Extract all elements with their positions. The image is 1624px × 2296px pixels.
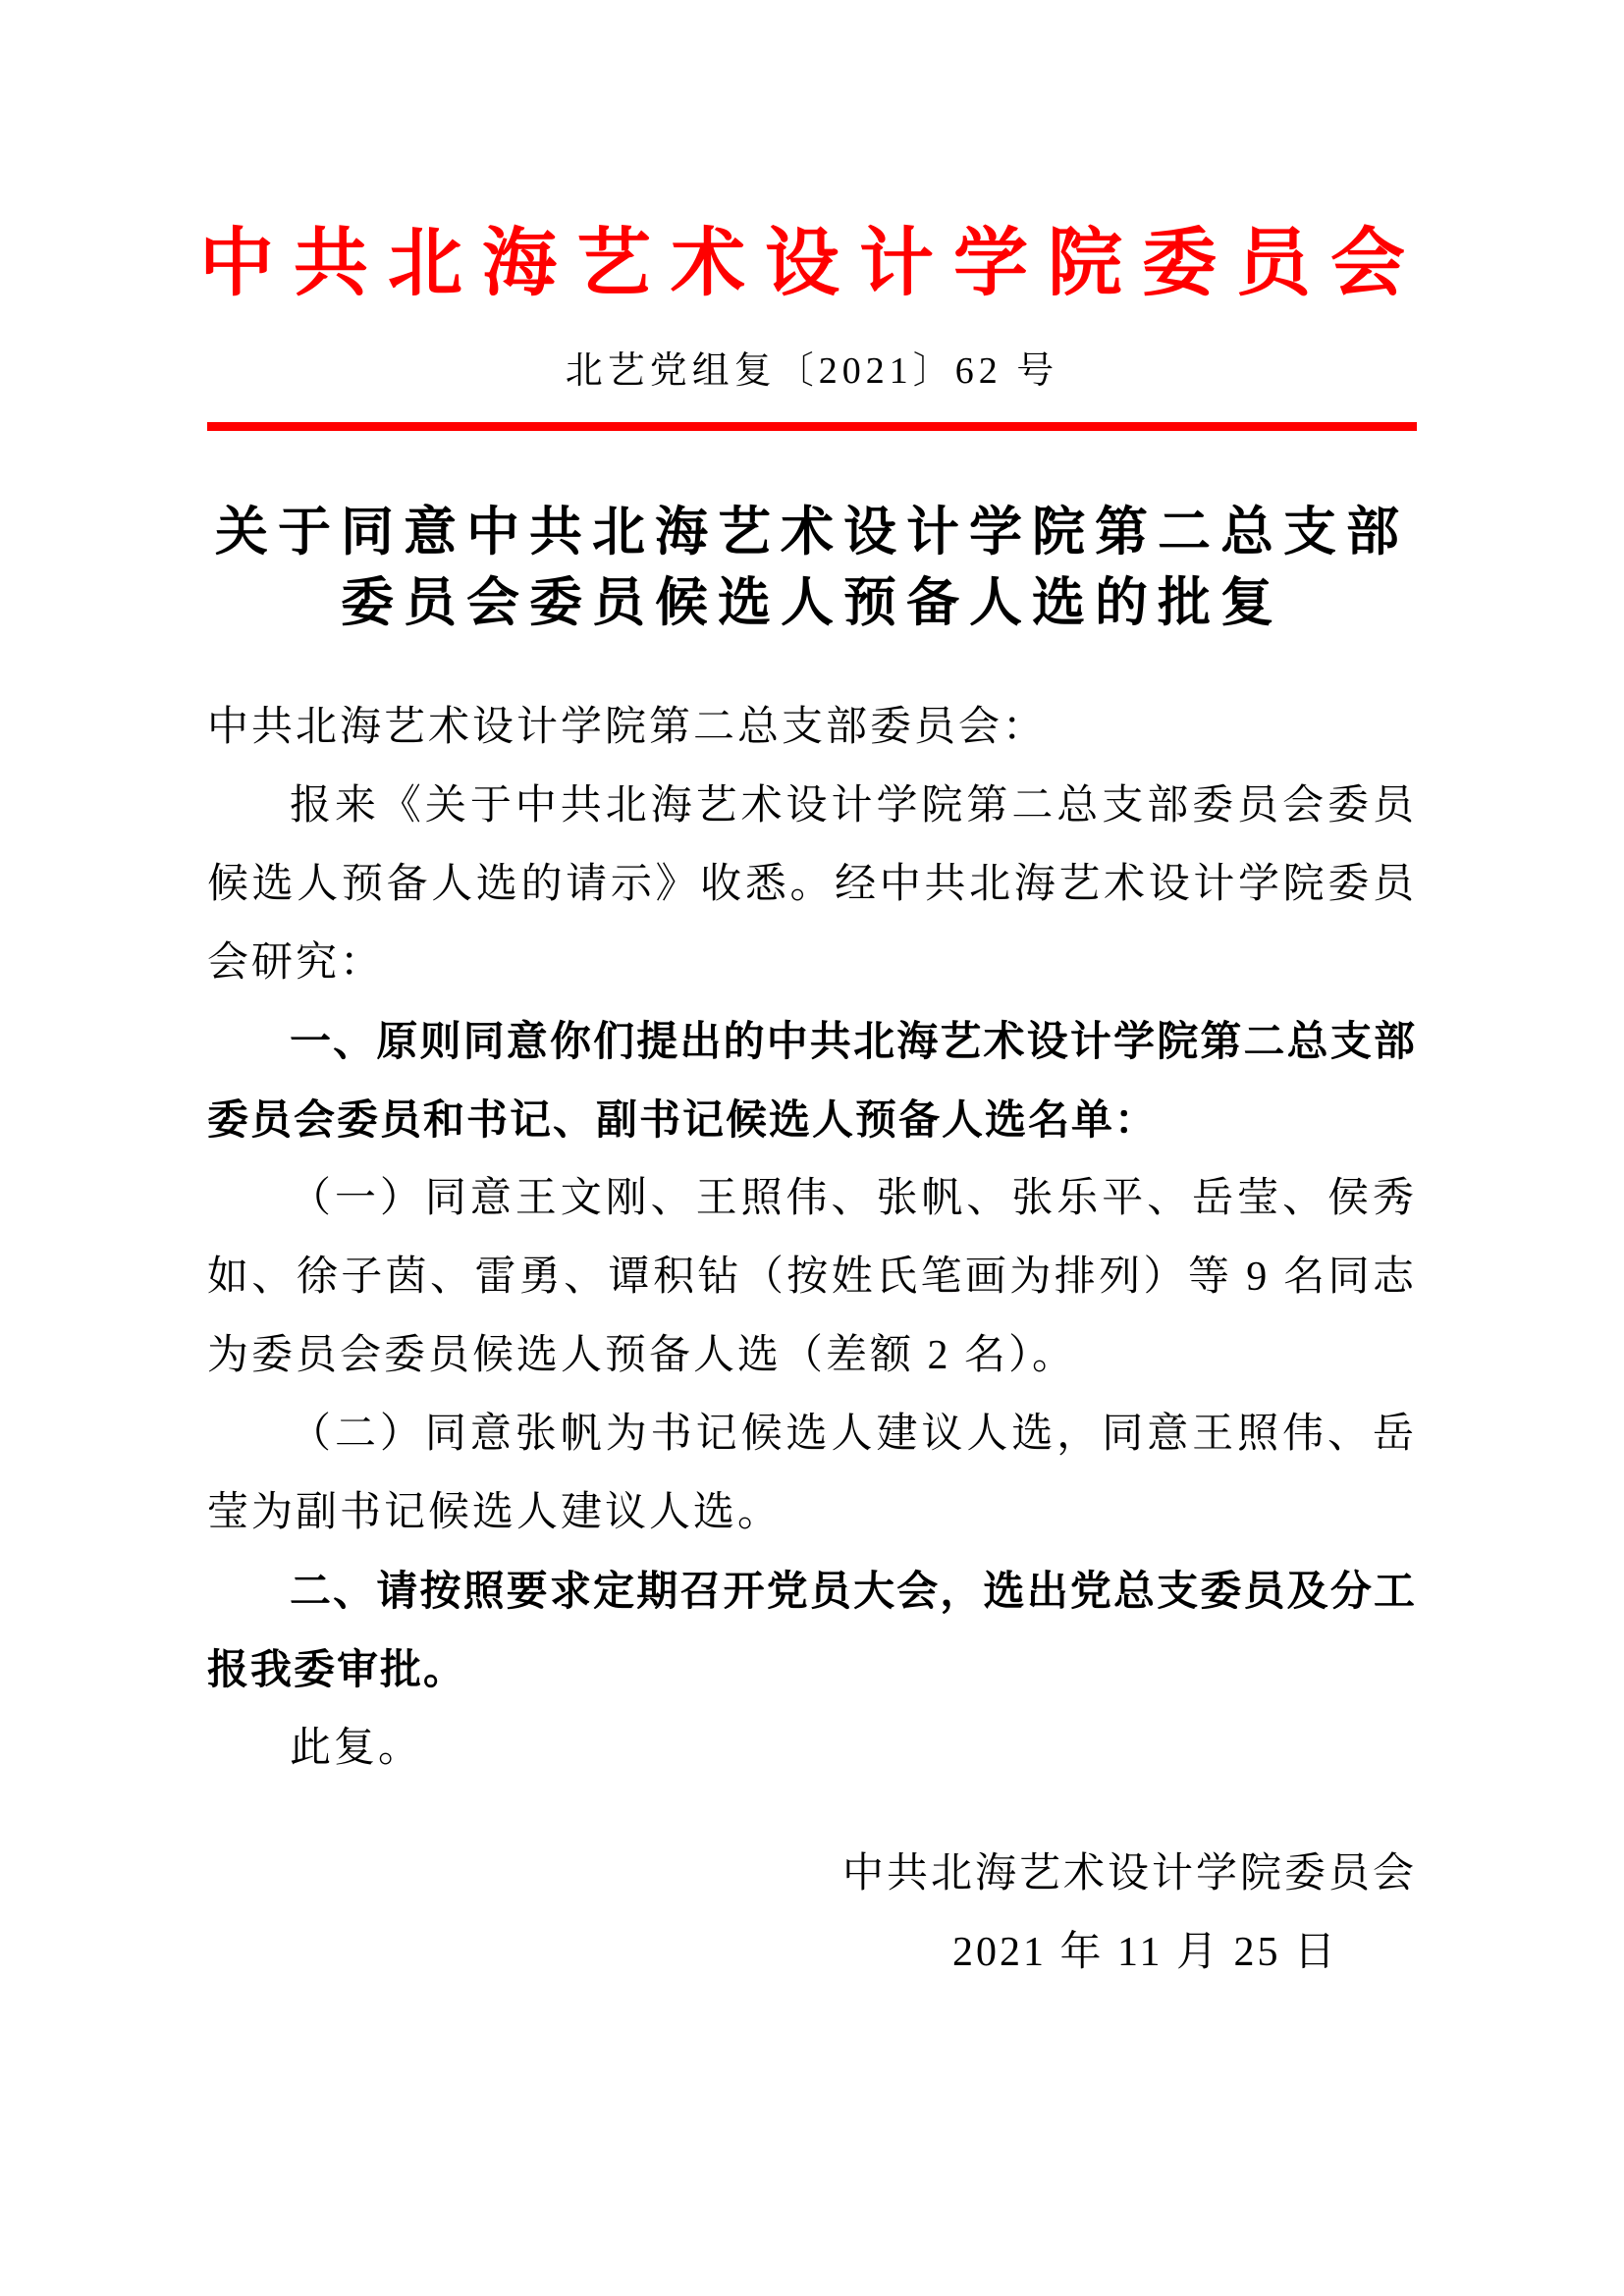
document-title-line2: 委员会委员候选人预备人选的批复 xyxy=(341,569,1283,633)
paragraph-closing: 此复。 xyxy=(290,1725,423,1771)
document-body xyxy=(207,688,1417,1788)
signature-date: 2021 年 11 月 25 日 xyxy=(952,1929,1338,1975)
document-number: 北艺党组复〔2021〕62 号 xyxy=(565,350,1059,392)
red-header-org-name: 中共北海艺术设计学院委员会 xyxy=(199,219,1425,306)
paragraph-item-two: 二、请按照要求定期召开党员大会，选出党总支委员及分工报我委审批。 xyxy=(207,1567,1417,1692)
paragraph-sub-item-2: （二）同意张帆为书记候选人建议人选，同意王照伟、岳莹为副书记候选人建议人选。 xyxy=(207,1411,1417,1535)
document-content xyxy=(207,496,1417,1992)
salutation-line: 中共北海艺术设计学院第二总支部委员会： xyxy=(207,704,1048,750)
signature-org-name: 中共北海艺术设计学院委员会 xyxy=(841,1850,1417,1896)
paragraph-sub-item-1: （一）同意王文刚、王照伟、张帆、张乐平、岳莹、侯秀如、徐子茵、雷勇、谭积钻（按姓氏笔画为排列）等 9 名同志为委员会委员候选人预备人选（差额 2 名）。 xyxy=(207,1175,1417,1378)
document-title-line1: 关于同意中共北海艺术设计学院第二总支部 xyxy=(215,499,1409,562)
paragraph-item-one: 一、原则同意你们提出的中共北海艺术设计学院第二总支部委员会委员和书记、副书记候选人预备人选名单： xyxy=(207,1017,1417,1143)
paragraph-intro: 报来《关于中共北海艺术设计学院第二总支部委员会委员候选人预备人选的请示》收悉。经中共北海艺术设计学院委员会研究： xyxy=(207,782,1417,986)
red-divider-line xyxy=(207,422,1417,431)
document-title xyxy=(207,496,1417,637)
